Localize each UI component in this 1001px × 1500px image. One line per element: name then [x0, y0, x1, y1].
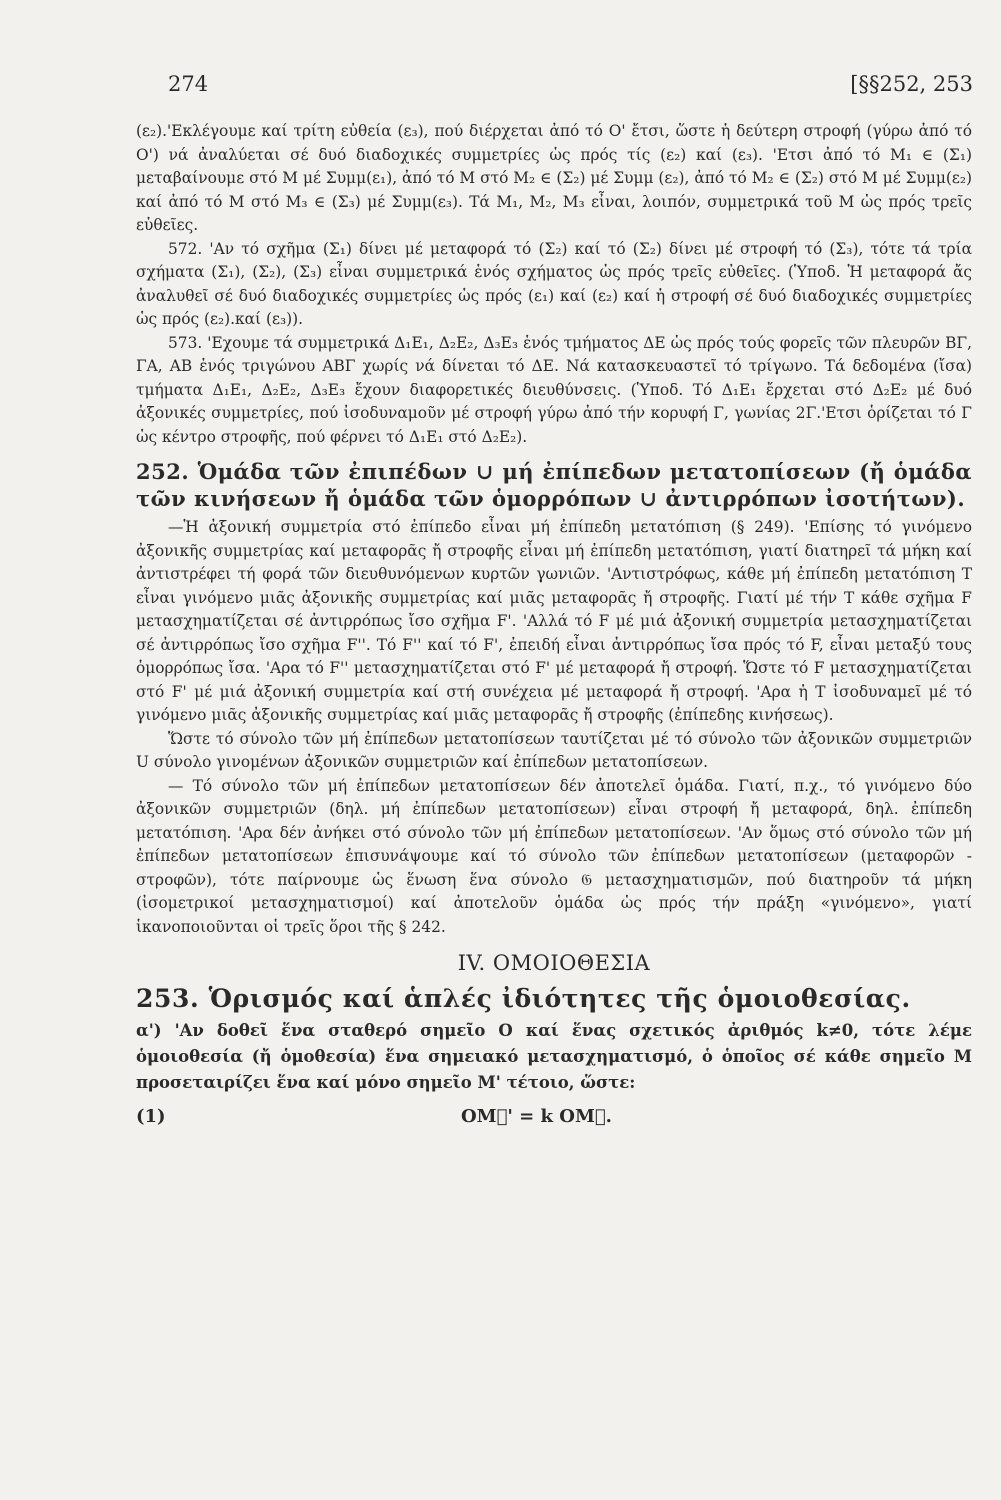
page-number: 274	[168, 72, 209, 96]
equation-row	[136, 1106, 972, 1127]
exercise-573: 573. 'Εχουμε τά συμμετρικά Δ₁E₁, Δ₂E₂, Δ₃E₃ ἑνός τμήματος ΔE ὡς πρός τούς φορεῖς τῶν πλευρῶν ΒΓ, ΓΑ, ΑΒ ἑνός τριγώνου ΑΒΓ χωρίς νά δίνεται τό ΔE. Νά κατασκευαστεῖ τό τρίγωνο. Τά δεδομένα (ἴσα) τμήματα Δ₁E₁, Δ₂E₂, Δ₃E₃ ἔχουν διαφορετικές διευθύνσεις. (Ὑποδ. Τό Δ₁E₁ ἔρχεται στό Δ₂E₂ μέ δυό ἀξονικές συμμετρίες, πού ἰσοδυναμοῦν μέ στροφή γύρω ἀπό τήν κορυφή Γ, γωνίας 2Γ.'Ετσι ὁρίζεται τό Γ ὡς κέντρο στροφῆς, πού φέρνει τό Δ₁E₁ στό Δ₂E₂).	[136, 333, 972, 446]
section-252-title: 252. Ὁμάδα τῶν ἐπιπέδων ∪ μή ἐπίπεδων μετατοπίσεων (ἤ ὁμάδα τῶν κινήσεων ἤ ὁμάδα τῶν ὁμορρόπων ∪ ἀντιρρόπων ἰσοτήτων).	[136, 459, 972, 511]
section-252-paragraph: —Ἡ ἀξονική συμμετρία στό ἐπίπεδο εἶναι μή ἐπίπεδη μετατόπιση (§ 249). 'Επίσης τό γινόμενο ἀξονικῆς συμμετρίας καί μεταφορᾶς ἤ στροφῆς εἶναι μή ἐπίπεδη μετατόπιση, γιατί διατηρεῖ τά μήκη καί ἀντιστρέφει τή φορά τῶν διευθυνόμενων κυρτῶν γωνιῶν. 'Αντιστρόφως, κάθε μή ἐπίπεδη μετατόπιση T εἶναι γινόμενο μιᾶς ἀξονικῆς συμμετρίας καί μιᾶς μεταφορᾶς ἤ στροφῆς. Γιατί μέ τήν T κάθε σχῆμα F μετασχηματίζεται σέ ἀντιρρόπως ἴσο σχῆμα F'. 'Αλλά τό F μέ μιά ἀξονική συμμετρία μετασχηματίζεται σέ ἀντιρρόπως ἴσο σχῆμα F''. Τό F'' καί τό F', ἐπειδή εἶναι ἀντιρρόπως ἴσα πρός τό F, εἶναι μεταξύ τους ὁμορρόπως ἴσα. 'Αρα τό F'' μετασχηματίζεται στό F' μέ μεταφορά ἤ στροφή. Ὥστε τό F μετασχηματίζεται στό F' μέ μιά ἀξονική συμμετρία καί στή συνέχεια μέ μεταφορά ἤ στροφή. 'Αρα ἡ T ἰσοδυναμεῖ μέ τό γινόμενο μιᾶς ἀξονικῆς συμμετρίας καί μιᾶς μεταφορᾶς ἤ στροφῆς (ἐπίπεδης κινήσεως).	[136, 518, 972, 724]
page-body	[136, 120, 972, 1127]
section-253-title: 253. Ὁρισμός καί ἁπλές ἰδιότητες τῆς ὁμοιοθεσίας.	[136, 984, 911, 1013]
paragraph-continuation: (ε₂).'Εκλέγουμε καί τρίτη εὐθεία (ε₃), πού διέρχεται ἀπό τό O' ἔτσι, ὥστε ἡ δεύτερη στροφή (γύρω ἀπό τό O') νά ἀναλύεται σέ δυό διαδοχικές συμμετρίες ὡς πρός τίς (ε₂) καί (ε₃). 'Ετσι ἀπό τό M₁ ∈ (Σ₁) μεταβαίνουμε στό M μέ Συμμ(ε₁), ἀπό τό M στό M₂ ∈ (Σ₂) μέ Συμμ (ε₂), ἀπό τό M₂ ∈ (Σ₂) στό M μέ Συμμ(ε₂) καί ἀπό τό M στό M₃ ∈ (Σ₃) μέ Συμμ(ε₃). Τά M₁, M₂, M₃ εἶναι, λοιπόν, συμμετρικά τοῦ M ὡς πρός τρεῖς εὐθεῖες.	[136, 122, 972, 234]
section-252-paragraph: — Τό σύνολο τῶν μή ἐπίπεδων μετατοπίσεων δέν ἀποτελεῖ ὁμάδα. Γιατί, π.χ., τό γινόμενο δύο ἀξονικῶν συμμετριῶν (δηλ. μή ἐπίπεδων μετατοπίσεων) εἶναι στροφή ἤ μεταφορά, δηλ. ἐπίπεδη μετατόπιση. 'Αρα δέν ἀνήκει στό σύνολο τῶν μή ἐπίπεδων μετατοπίσεων. 'Αν ὅμως στό σύνολο τῶν μή ἐπίπεδων μετατοπίσεων ἐπισυνάψουμε καί τό σύνολο τῶν ἐπίπεδων μετατοπίσεων (μεταφορῶν - στροφῶν), τότε παίρνουμε ὡς ἕνωση ἕνα σύνολο 𝔊 μετασχηματισμῶν, πού διατηροῦν τά μήκη (ἰσομετρικοί μετασχηματισμοί) καί ἀποτελοῦν ὁμάδα ὡς πρός τήν πράξη «γινόμενο», γιατί ἱκανοποιοῦνται οἱ τρεῖς ὅροι τῆς § 242.	[136, 776, 972, 936]
definition-paragraph: α') 'Αν δοθεῖ ἕνα σταθερό σημεῖο O καί ἕνας σχετικός ἀριθμός k≠0, τότε λέμε ὁμοιοθεσία (ἤ ὁμοθεσία) ἕνα σημειακό μετασχηματισμό, ὁ ὁποῖος σέ κάθε σημεῖο M προσεταιρίζει ἕνα καί μόνο σημεῖο M' τέτοιο, ὥστε:	[136, 1021, 972, 1092]
page-header	[168, 72, 973, 102]
section-252-paragraph: Ὥστε τό σύνολο τῶν μή ἐπίπεδων μετατοπίσεων ταυτίζεται μέ τό σύνολο τῶν ἀξονικῶν συμμετριῶν U σύνολο γινομένων ἀξονικῶν συμμετριῶν καί ἐπίπεδων μετατοπίσεων.	[136, 729, 972, 771]
exercise-572: 572. 'Αν τό σχῆμα (Σ₁) δίνει μέ μεταφορά τό (Σ₂) καί τό (Σ₂) δίνει μέ στροφή τό (Σ₃), τότε τά τρία σχήματα (Σ₁), (Σ₂), (Σ₃) εἶναι συμμετρικά ἑνός σχήματος ὡς πρός τρεῖς εὐθεῖες. (Ὑποδ. Ἡ μεταφορά ἄς ἀναλυθεῖ σέ δυό διαδοχικές συμμετρίες ὡς πρός (ε₁) καί (ε₂) καί ἡ στροφή σέ δυό διαδοχικές συμμετρίες ὡς πρός (ε₂).καί (ε₃)).	[136, 239, 972, 328]
equation: OM⃗' = k OM⃗.	[461, 1106, 612, 1127]
chapter-title: IV. ΟΜΟΙΟΘΕΣΙΑ	[457, 951, 651, 975]
section-reference: [§§252, 253	[850, 72, 973, 96]
equation-label: (1)	[136, 1106, 166, 1127]
